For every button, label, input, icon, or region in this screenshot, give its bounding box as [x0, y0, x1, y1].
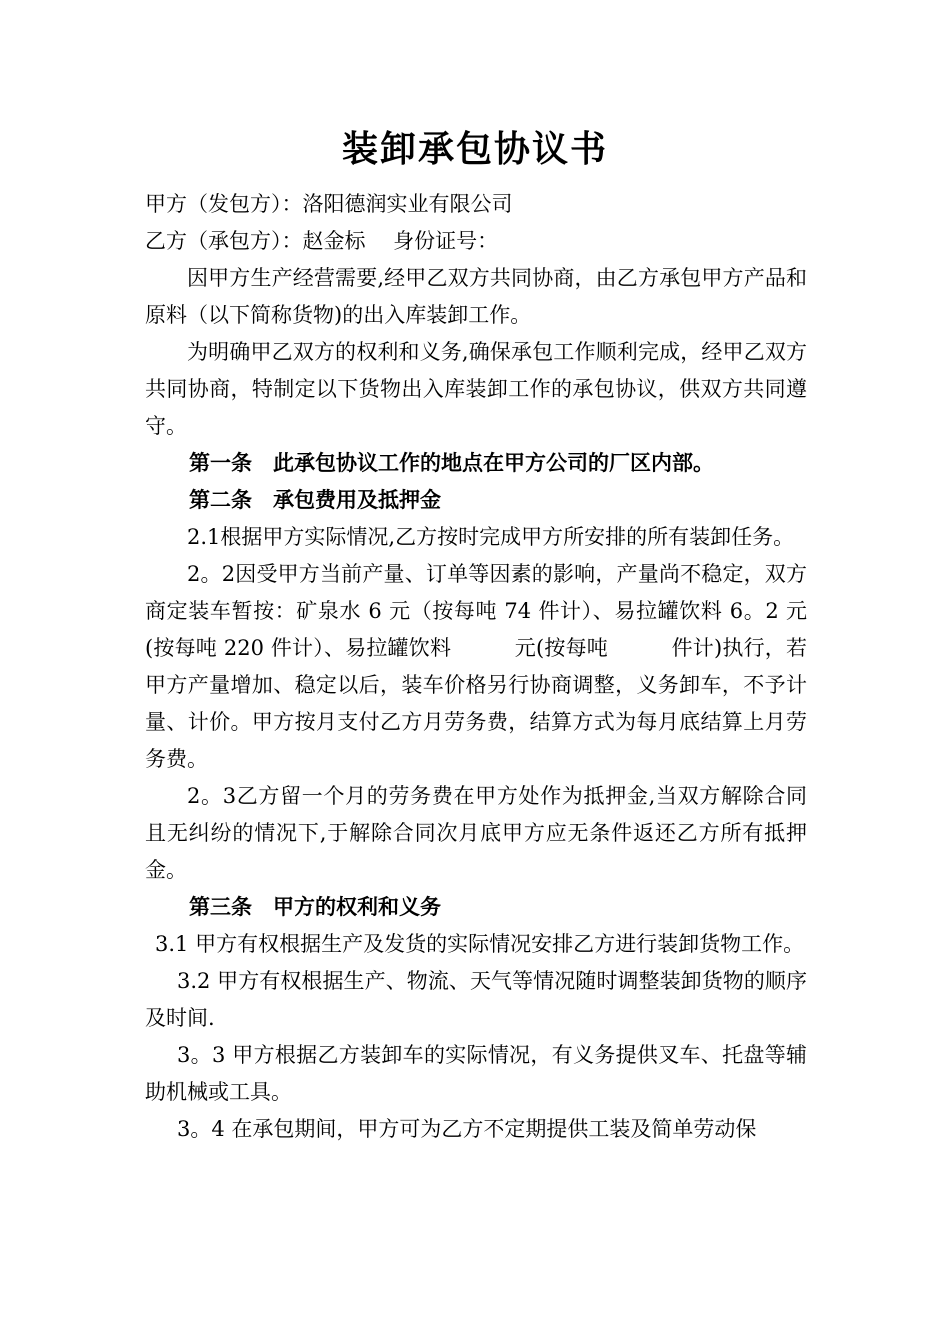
document-body: [145, 186, 807, 1148]
purpose-paragraph: 为明确甲乙双方的权利和义务,确保承包工作顺利完成，经甲乙双方共同协商，特制定以下货物出入库装卸工作的承包协议，供双方共同遵守。: [145, 340, 807, 438]
party-a-line: 甲方（发包方）：洛阳德润实业有限公司: [145, 192, 513, 216]
article-3-heading: 第三条 甲方的权利和义务: [189, 895, 441, 919]
clause-2-3: 2。3乙方留一个月的劳务费在甲方处作为抵押金,当双方解除合同且无纠纷的情况下,于解除合同次月底甲方应无条件返还乙方所有抵押金。: [145, 784, 807, 882]
clause-3-1: 3.1 甲方有权根据生产及发货的实际情况安排乙方进行装卸货物工作。: [155, 932, 805, 956]
clause-3-3: 3。3 甲方根据乙方装卸车的实际情况，有义务提供叉车、托盘等辅助机械或工具。: [145, 1043, 807, 1104]
article-1-heading: 第一条 此承包协议工作的地点在甲方公司的厂区内部。: [189, 451, 714, 475]
clause-3-2: 3.2 甲方有权根据生产、物流、天气等情况随时调整装卸货物的顺序及时间.: [145, 969, 807, 1030]
party-b-line: 乙方（承包方）：赵金标 身份证号：: [145, 229, 499, 253]
clause-3-4: 3。4 在承包期间，甲方可为乙方不定期提供工装及简单劳动保: [177, 1117, 757, 1141]
article-2-heading: 第二条 承包费用及抵押金: [189, 488, 441, 512]
clause-2-1: 2.1根据甲方实际情况,乙方按时完成甲方所安排的所有装卸任务。: [187, 525, 795, 549]
document-title: 装卸承包协议书: [341, 129, 608, 170]
clause-2-2: 2。2因受甲方当前产量、订单等因素的影响，产量尚不稳定，双方商定装车暂按：矿泉水 6 元（按每吨 74 件计）、易拉罐饮料 6。2 元(按每吨 220 件计）、易拉罐饮料 元(按每吨 件计)执行，若甲方产量增加、稳定以后，装车价格另行协商调整，义务卸车，不予计量、计价。甲方按月支付乙方月劳务费，结算方式为每月底结算上月劳务费。: [145, 562, 807, 771]
intro-paragraph: 因甲方生产经营需要,经甲乙双方共同协商，由乙方承包甲方产品和原料（以下简称货物)的出入库装卸工作。: [145, 266, 807, 327]
